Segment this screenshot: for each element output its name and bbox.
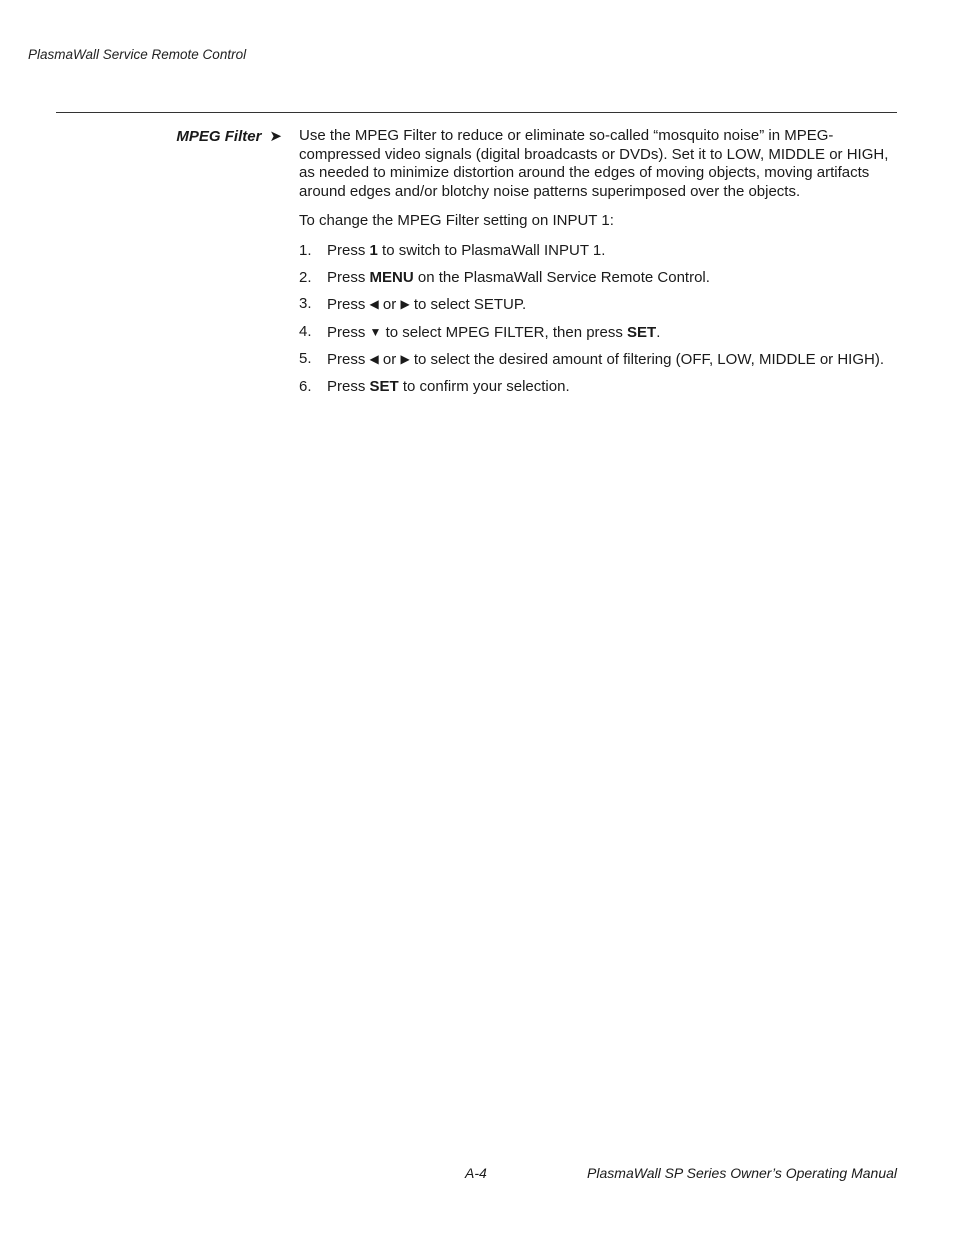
- left-arrow-icon: ◀: [369, 297, 379, 312]
- header-rule: [56, 112, 897, 113]
- step-number: 5.: [299, 350, 312, 368]
- key-label: 1: [369, 241, 378, 259]
- key-label: SET: [369, 377, 399, 395]
- manual-title: PlasmaWall SP Series Owner’s Operating Manual: [587, 1165, 897, 1181]
- intro-paragraph: Use the MPEG Filter to reduce or eliminate so-called “mosquito noise” in MPEG-compressed video signals (digital broadcasts or DVDs). Set it to LOW, MIDDLE or HIGH, as needed to minimize distortion around the edges of moving objects, moving artifacts around edges and/or blotchy noise patterns superimposed over the objects.: [299, 127, 889, 200]
- step-5: 5. Press ◀ or ▶ to select the desired amount of filtering (OFF, LOW, MIDDLE or HIGH).: [299, 350, 884, 369]
- down-arrow-icon: ▼: [369, 324, 382, 339]
- step-6: 6. Press SET to confirm your selection.: [299, 377, 570, 395]
- procedure-lead: To change the MPEG Filter setting on INPUT 1:: [299, 212, 614, 230]
- left-arrow-icon: ◀: [369, 352, 379, 367]
- step-1: 1. Press 1 to switch to PlasmaWall INPUT 1.: [299, 241, 606, 259]
- step-number: 4.: [299, 322, 312, 340]
- step-number: 2.: [299, 268, 312, 286]
- running-header: PlasmaWall Service Remote Control: [28, 47, 247, 62]
- step-number: 6.: [299, 377, 312, 395]
- procedure-steps: [299, 242, 897, 397]
- right-arrow-icon: ▶: [400, 297, 410, 312]
- key-label: MENU: [369, 268, 414, 286]
- section-heading: [56, 127, 282, 145]
- step-3: 3. Press ◀ or ▶ to select SETUP.: [299, 295, 527, 314]
- page-number: A-4: [465, 1165, 487, 1181]
- section-body: [299, 127, 897, 405]
- step-number: 3.: [299, 295, 312, 313]
- step-number: 1.: [299, 241, 312, 259]
- section-title: MPEG Filter: [176, 128, 262, 145]
- step-4: 4. Press ▼ to select MPEG FILTER, then press SET.: [299, 322, 661, 341]
- step-2: 2. Press MENU on the PlasmaWall Service Remote Control.: [299, 268, 710, 286]
- key-label: SET: [627, 323, 657, 341]
- right-arrow-icon: ▶: [400, 352, 410, 367]
- arrow-right-icon: ➤: [269, 128, 282, 145]
